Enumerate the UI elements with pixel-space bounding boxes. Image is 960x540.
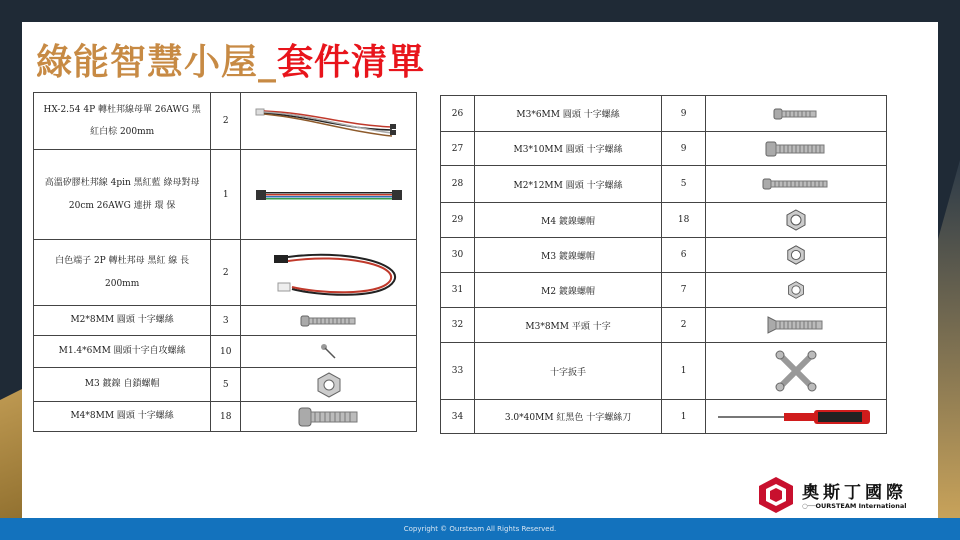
table-row: [34, 150, 417, 240]
table-row: [441, 308, 887, 343]
part-qty: 9: [662, 96, 706, 132]
ribbon-jumper-cable-icon: [241, 150, 417, 240]
part-qty: 9: [662, 132, 706, 166]
table-row: [441, 203, 887, 238]
item-number: 32: [441, 308, 475, 343]
company-logo: [757, 472, 927, 514]
table-row: [34, 306, 417, 336]
item-number: 33: [441, 343, 475, 400]
logo-english-name: ○──OURSTEAM International: [802, 502, 907, 510]
part-qty: 2: [211, 240, 241, 306]
part-name: M4*8MM 圓頭 十字螺絲: [34, 402, 211, 432]
screw-icon: [241, 306, 417, 336]
page-title: [36, 34, 425, 85]
table-row: [441, 132, 887, 166]
part-qty: 2: [662, 308, 706, 343]
tiny-screw-icon: [241, 336, 417, 368]
item-number: 31: [441, 273, 475, 308]
title-sub: 套件清單: [277, 42, 426, 83]
part-qty: 18: [211, 402, 241, 432]
part-name: M2*12MM 圓頭 十字螺絲: [474, 166, 661, 203]
part-name: M3*8MM 平頭 十字: [474, 308, 661, 343]
part-qty: 5: [211, 368, 241, 402]
screw-icon: [706, 96, 887, 132]
part-name: M3 鍍鎳螺帽: [474, 238, 661, 273]
table-row: [34, 402, 417, 432]
part-qty: 1: [211, 150, 241, 240]
part-name: 高溫矽膠杜邦線 4pin 黑紅藍 綠母對母 20cm 26AWG 連拼 環 保: [34, 150, 211, 240]
hex-nut-icon: [706, 273, 887, 308]
part-name: M1.4*6MM 圓頭十字自攻螺絲: [34, 336, 211, 368]
part-name: M2*8MM 圓頭 十字螺絲: [34, 306, 211, 336]
item-number: 29: [441, 203, 475, 238]
table-row: [441, 273, 887, 308]
part-name: HX-2.54 4P 轉杜邦線母單 26AWG 黑紅白棕 200mm: [34, 93, 211, 150]
part-qty: 10: [211, 336, 241, 368]
table-row: [34, 368, 417, 402]
lock-nut-icon: [241, 368, 417, 402]
item-number: 34: [441, 400, 475, 434]
logo-chinese-name: 奧斯丁國際: [802, 483, 907, 503]
table-row: [441, 166, 887, 203]
table-row: [34, 240, 417, 306]
table-row: [441, 238, 887, 273]
part-name: 白色端子 2P 轉杜邦母 黑紅 線 長 200mm: [34, 240, 211, 306]
part-qty: 1: [662, 343, 706, 400]
logo-cube-icon: [757, 476, 795, 514]
table-row: [441, 400, 887, 434]
table-row: [441, 96, 887, 132]
item-number: 26: [441, 96, 475, 132]
part-name: M3 鍍鎳 自鎖螺帽: [34, 368, 211, 402]
left-parts-table: [33, 92, 417, 432]
flat-head-screw-icon: [706, 308, 887, 343]
part-name: 十字扳手: [474, 343, 661, 400]
part-qty: 7: [662, 273, 706, 308]
part-name: M3*6MM 圓頭 十字螺絲: [474, 96, 661, 132]
table-row: [34, 336, 417, 368]
screw-icon: [241, 402, 417, 432]
part-name: 3.0*40MM 紅黑色 十字螺絲刀: [474, 400, 661, 434]
cross-wrench-icon: [706, 343, 887, 400]
screw-icon: [706, 166, 887, 203]
screw-icon: [706, 132, 887, 166]
part-name: M3*10MM 圓頭 十字螺絲: [474, 132, 661, 166]
screwdriver-icon: [706, 400, 887, 434]
4-wire-dupont-cable-icon: [241, 93, 417, 150]
item-number: 30: [441, 238, 475, 273]
hex-nut-icon: [706, 203, 887, 238]
hex-nut-icon: [706, 238, 887, 273]
copyright-text: Copyright © Oursteam All Rights Reserved.: [403, 525, 557, 533]
part-name: M2 鍍鎳螺帽: [474, 273, 661, 308]
red-black-cable-icon: [241, 240, 417, 306]
part-qty: 3: [211, 306, 241, 336]
part-qty: 18: [662, 203, 706, 238]
item-number: 27: [441, 132, 475, 166]
part-qty: 6: [662, 238, 706, 273]
part-qty: 1: [662, 400, 706, 434]
title-main: 綠能智慧小屋_: [36, 42, 278, 83]
table-row: [441, 343, 887, 400]
logo-english-text: OURSTEAM International: [815, 502, 907, 510]
table-row: [34, 93, 417, 150]
part-name: M4 鍍鎳螺帽: [474, 203, 661, 238]
right-parts-table: [440, 95, 887, 434]
item-number: 28: [441, 166, 475, 203]
part-qty: 5: [662, 166, 706, 203]
part-qty: 2: [211, 93, 241, 150]
